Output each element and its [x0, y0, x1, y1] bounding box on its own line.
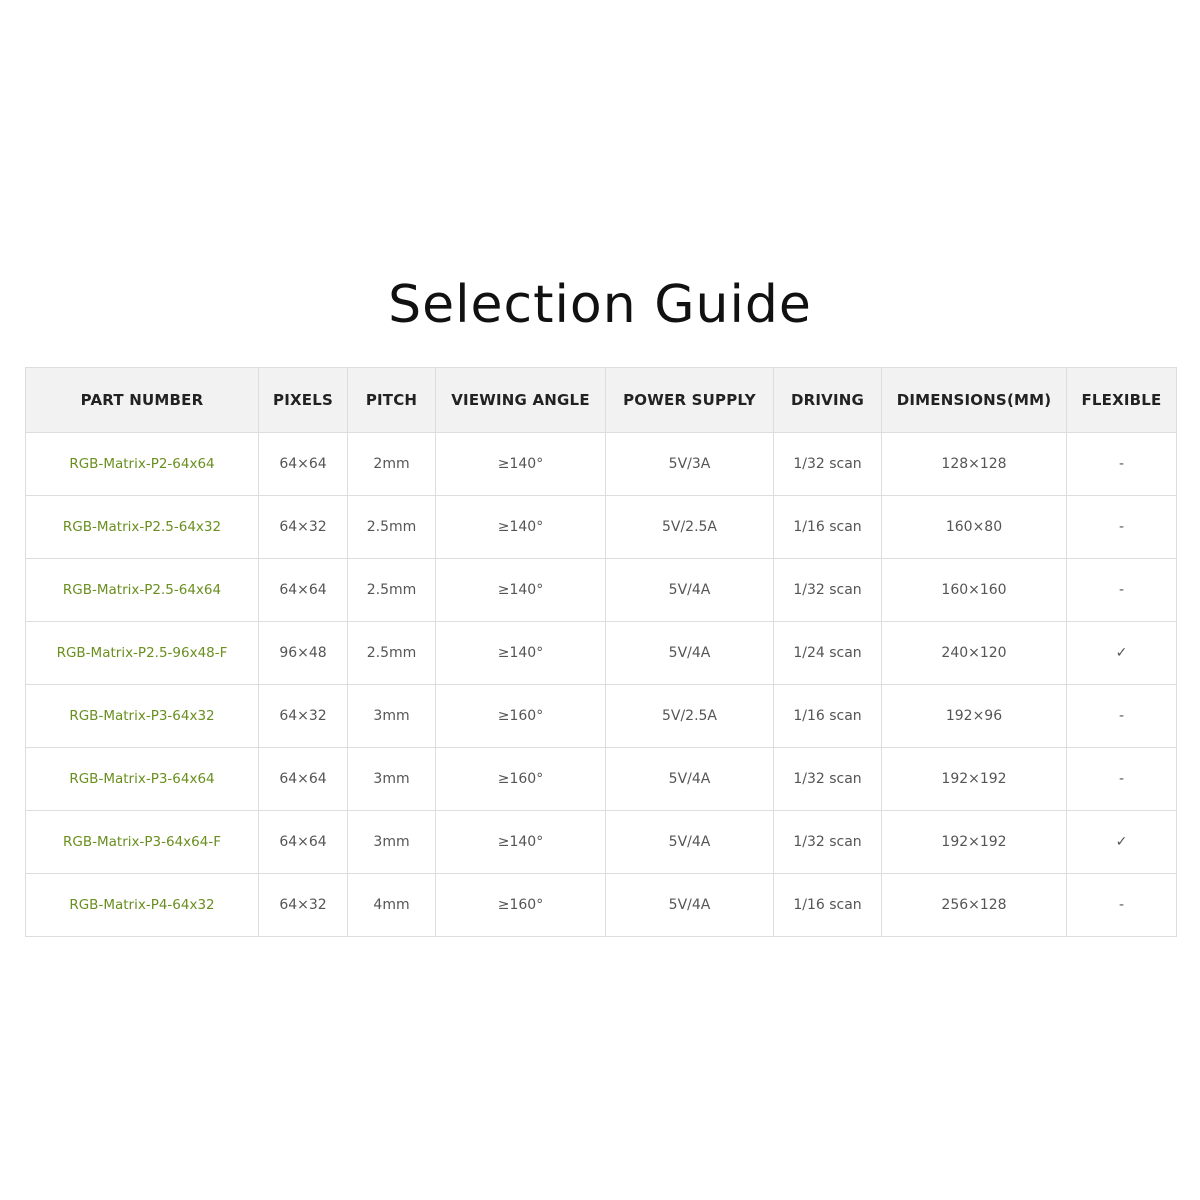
flexible-cell: ✓: [1067, 622, 1177, 685]
driving-cell: 1/16 scan: [774, 874, 882, 937]
dimensions-cell: 128×128: [882, 433, 1067, 496]
selection-guide-table: [25, 367, 1177, 937]
part-number-cell[interactable]: RGB-Matrix-P2.5-96x48-F: [26, 622, 259, 685]
viewing-angle-cell: ≥140°: [436, 496, 606, 559]
pixels-cell: 64×32: [259, 496, 348, 559]
power-supply-cell: 5V/4A: [606, 622, 774, 685]
pitch-cell: 4mm: [348, 874, 436, 937]
pitch-cell: 2.5mm: [348, 559, 436, 622]
power-supply-cell: 5V/4A: [606, 559, 774, 622]
power-supply-cell: 5V/4A: [606, 811, 774, 874]
part-number-cell[interactable]: RGB-Matrix-P2-64x64: [26, 433, 259, 496]
flexible-cell: -: [1067, 559, 1177, 622]
part-number-cell[interactable]: RGB-Matrix-P2.5-64x64: [26, 559, 259, 622]
pitch-cell: 3mm: [348, 811, 436, 874]
pitch-cell: 3mm: [348, 685, 436, 748]
pixels-cell: 64×32: [259, 685, 348, 748]
header-pitch: PITCH: [348, 368, 436, 433]
flexible-cell: ✓: [1067, 811, 1177, 874]
table-row: [26, 685, 1177, 748]
pitch-cell: 3mm: [348, 748, 436, 811]
flexible-cell: -: [1067, 874, 1177, 937]
pixels-cell: 64×64: [259, 559, 348, 622]
driving-cell: 1/32 scan: [774, 811, 882, 874]
pixels-cell: 64×64: [259, 433, 348, 496]
pixels-cell: 96×48: [259, 622, 348, 685]
table-header-row: [26, 368, 1177, 433]
dimensions-cell: 192×192: [882, 748, 1067, 811]
pitch-cell: 2mm: [348, 433, 436, 496]
dimensions-cell: 192×192: [882, 811, 1067, 874]
header-part-number: PART NUMBER: [26, 368, 259, 433]
part-number-cell[interactable]: RGB-Matrix-P3-64x64: [26, 748, 259, 811]
header-power-supply: POWER SUPPLY: [606, 368, 774, 433]
driving-cell: 1/32 scan: [774, 559, 882, 622]
pitch-cell: 2.5mm: [348, 496, 436, 559]
header-flexible: FLEXIBLE: [1067, 368, 1177, 433]
part-number-cell[interactable]: RGB-Matrix-P2.5-64x32: [26, 496, 259, 559]
table-row: [26, 496, 1177, 559]
table-row: [26, 874, 1177, 937]
table-row: [26, 622, 1177, 685]
header-driving: DRIVING: [774, 368, 882, 433]
power-supply-cell: 5V/4A: [606, 874, 774, 937]
viewing-angle-cell: ≥140°: [436, 622, 606, 685]
viewing-angle-cell: ≥140°: [436, 559, 606, 622]
table-row: [26, 433, 1177, 496]
flexible-cell: -: [1067, 433, 1177, 496]
pixels-cell: 64×64: [259, 748, 348, 811]
part-number-cell[interactable]: RGB-Matrix-P3-64x64-F: [26, 811, 259, 874]
table-row: [26, 748, 1177, 811]
flexible-cell: -: [1067, 685, 1177, 748]
power-supply-cell: 5V/3A: [606, 433, 774, 496]
driving-cell: 1/16 scan: [774, 496, 882, 559]
dimensions-cell: 256×128: [882, 874, 1067, 937]
dimensions-cell: 240×120: [882, 622, 1067, 685]
dimensions-cell: 160×160: [882, 559, 1067, 622]
driving-cell: 1/32 scan: [774, 748, 882, 811]
flexible-cell: -: [1067, 496, 1177, 559]
header-pixels: PIXELS: [259, 368, 348, 433]
page-title: Selection Guide: [388, 275, 812, 335]
pitch-cell: 2.5mm: [348, 622, 436, 685]
dimensions-cell: 160×80: [882, 496, 1067, 559]
header-viewing-angle: VIEWING ANGLE: [436, 368, 606, 433]
pixels-cell: 64×32: [259, 874, 348, 937]
power-supply-cell: 5V/4A: [606, 748, 774, 811]
driving-cell: 1/32 scan: [774, 433, 882, 496]
viewing-angle-cell: ≥160°: [436, 748, 606, 811]
power-supply-cell: 5V/2.5A: [606, 496, 774, 559]
header-dimensions: DIMENSIONS(MM): [882, 368, 1067, 433]
viewing-angle-cell: ≥140°: [436, 433, 606, 496]
power-supply-cell: 5V/2.5A: [606, 685, 774, 748]
part-number-cell[interactable]: RGB-Matrix-P3-64x32: [26, 685, 259, 748]
part-number-cell[interactable]: RGB-Matrix-P4-64x32: [26, 874, 259, 937]
flexible-cell: -: [1067, 748, 1177, 811]
table-row: [26, 559, 1177, 622]
viewing-angle-cell: ≥160°: [436, 685, 606, 748]
pixels-cell: 64×64: [259, 811, 348, 874]
table-row: [26, 811, 1177, 874]
dimensions-cell: 192×96: [882, 685, 1067, 748]
viewing-angle-cell: ≥140°: [436, 811, 606, 874]
driving-cell: 1/24 scan: [774, 622, 882, 685]
driving-cell: 1/16 scan: [774, 685, 882, 748]
viewing-angle-cell: ≥160°: [436, 874, 606, 937]
